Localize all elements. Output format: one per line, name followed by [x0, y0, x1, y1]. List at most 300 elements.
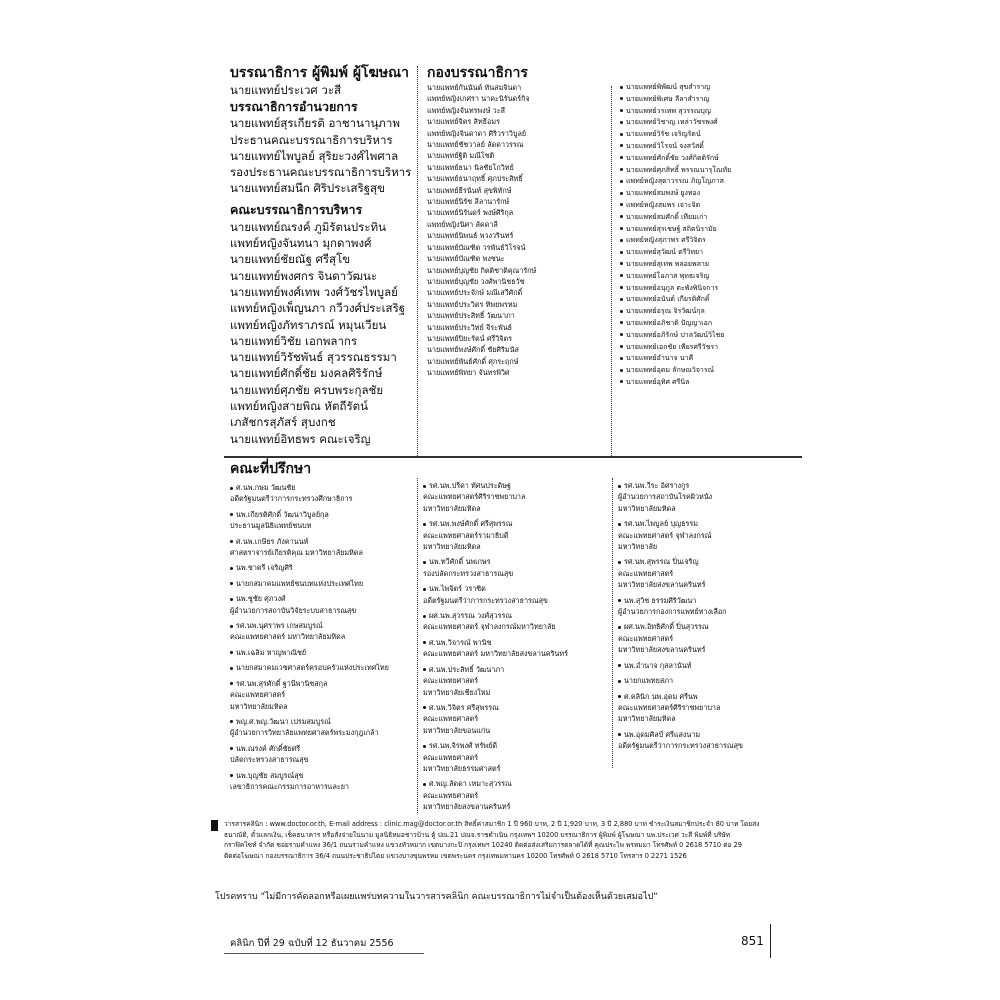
editorial-board-member	[620, 342, 800, 354]
editorial-board-member	[620, 165, 800, 177]
bullet-icon	[230, 487, 233, 490]
advisor-line-text: มหาวิทยาลัยเชียงใหม่	[423, 687, 491, 697]
advisor-line-text: ผศ.นพ.สุวรรณ วงศ์สุวรรณ	[429, 611, 513, 621]
advisor-line-text: นพ.ชาตรี เจริญศิริ	[236, 563, 293, 573]
column-divider-4	[612, 478, 613, 768]
advisor-line	[423, 675, 613, 686]
editorial-board-member-text: นายแพทย์ศักดิ์ชัย วงศ์กิตติรักษ์	[626, 153, 719, 162]
bullet-icon	[230, 625, 233, 628]
editorial-board-member: นายแพทย์พงษ์ศักดิ์ ชัยศิริมนัส	[427, 345, 519, 355]
advisor-line	[423, 621, 613, 632]
advisor-line	[230, 520, 420, 531]
footer-line: ธนาณัติ, ตั๋วแลกเงิน, เช็คธนาคาร หรือสั่งจ่ายในนาม มูลนิธิหมอชาวบ้าน ตู้ ปณ.21 ปณจ.ราชดำเนิน กรุงเทพฯ 10200 บรรณาธิการ ผู้พิมพ์ ผู้โฆษณา นพ.ประเวศ วะสี พิมพ์ที่ บริษัท	[224, 830, 731, 839]
bullet-icon	[230, 582, 233, 585]
advisor-line-text: มหาวิทยาลัยสงขลานครินทร์	[618, 645, 706, 655]
column-divider-3	[417, 478, 418, 813]
bullet-icon	[618, 561, 621, 564]
advisor-line-text: พญ.ศ.พญ.วัฒนา เปรมสมบูรณ์	[236, 716, 331, 726]
advisor-line	[423, 491, 613, 502]
bullet-icon	[620, 215, 623, 218]
editorial-board-member: นายแพทย์ประสิทธิ์ วัฒนาภา	[427, 311, 515, 321]
advisor-line	[423, 568, 613, 579]
exec-editor-line: นายแพทย์ไพบูลย์ สุริยะวงศ์ไพศาล	[230, 148, 399, 163]
editorial-board-member-text: นายแพทย์สุวัฒน์ ตรีวิทยา	[626, 248, 704, 257]
advisor-line	[618, 568, 803, 579]
editorial-board-member-text: นายแพทย์อุทิศ ศรีนิล	[626, 377, 690, 386]
advisor-line	[423, 763, 613, 774]
bullet-icon	[620, 192, 623, 195]
advisor-line-text: รศ.นพ.วีระ อิศรางกูร	[624, 481, 690, 490]
bullet-icon	[423, 561, 426, 564]
bullet-icon	[620, 369, 623, 372]
footer-marker	[211, 820, 218, 831]
advisors-title: คณะที่ปรึกษา	[230, 461, 312, 477]
footer-line: วารสารคลินิก : www.doctor.or.th, E-mail address : clinic.mag@doctor.or.th สิทธิ์ค่าสมาชิก 1 ปี 960 บาท, 2 ปี 1,920 บาท, 3 ปี 2,880 บาท ชำระเงินสมาชิกประจำ 80 บาท โดยส่ง	[224, 820, 760, 828]
advisor-line	[230, 754, 420, 765]
admin-board-members	[230, 219, 420, 447]
editorial-board-member	[620, 82, 800, 94]
advisor-line-text: รศ.นพ.ไพบูลย์ บุญธรรม	[624, 519, 698, 529]
advisor-line-text: ศ.นพ.เกษียร ภังคานนท์	[236, 536, 309, 546]
editorial-board-member-text: นายแพทย์สมศักดิ์ เทียมเก่า	[626, 212, 708, 221]
bullet-icon	[618, 599, 621, 602]
editor-name: นายแพทย์ประเวศ วะสี	[230, 83, 342, 97]
advisor-line-text: นพ.อำนาจ กุสลานันท์	[624, 660, 692, 670]
editorial-board-member: แพทย์หญิงจันทรพงษ์ วะสี	[427, 105, 505, 115]
advisor-line-text: นพ.ณรงค์ ศักดิ์ชัยศรี	[236, 743, 301, 753]
advisor-line	[230, 647, 420, 658]
advisor-line	[230, 689, 420, 700]
advisor-line	[423, 740, 613, 751]
advisor-line-text: นพ.สุวิช ธรรมศิริวัฒนา	[624, 595, 697, 605]
editorial-board-col2	[620, 82, 800, 389]
advisor-line	[230, 701, 420, 712]
advisor-line-text: นพ.ชูชัย ศุภวงศ์	[236, 594, 286, 604]
bullet-icon	[620, 180, 623, 183]
advisor-line	[423, 595, 613, 606]
editorial-board-member: นายแพทย์นิรันดร์ พงษ์ศิริกุล	[427, 208, 514, 218]
advisors-col2-block	[423, 480, 613, 813]
editorial-board-member	[620, 353, 800, 365]
advisor-line-text: มหาวิทยาลัยสงขลานครินทร์	[618, 580, 706, 590]
issue-underline	[224, 953, 424, 954]
advisors-col2	[423, 480, 613, 813]
bullet-icon	[230, 598, 233, 601]
editorial-board-member: นายแพทย์พันธ์ศักดิ์ ศุกระฤกษ์	[427, 356, 519, 366]
advisor-line-text: ศ.นพ.วิจิตร ศรีสุพรรณ	[429, 702, 499, 712]
advisor-line	[423, 790, 613, 801]
editorial-board-member-text: แพทย์หญิงสุดาวรรณ ภิญโญภาส	[626, 177, 724, 186]
advisors-block	[230, 460, 420, 792]
advisor-line-text: นพ.เฉลิม หาญพาณิชย์	[236, 647, 307, 657]
advisor-line-text: นพ.อุดมศิลป์ ศรีแสงนาม	[624, 729, 701, 739]
advisor-line	[230, 562, 420, 573]
advisor-line	[230, 620, 420, 631]
bullet-icon	[618, 664, 621, 667]
advisor-line-text: รศ.นพ.สุพรรณ ปิ่นเจริญ	[624, 557, 699, 567]
advisor-line	[423, 702, 613, 713]
advisor-line-text: มหาวิทยาลัยขอนแก่น	[423, 725, 491, 735]
bullet-icon	[230, 651, 233, 654]
editorial-board-member	[620, 318, 800, 330]
bullet-icon	[230, 774, 233, 777]
advisor-line-text: คณะแพทยศาสตร์	[618, 568, 674, 578]
advisor-line	[618, 503, 803, 514]
editorial-board-member-text: นายแพทย์อุดม ลักษณวิจารณ์	[626, 366, 715, 375]
advisor-line	[230, 716, 420, 727]
editor-title: บรรณาธิการ ผู้พิมพ์ ผู้โฆษณา	[230, 65, 410, 81]
advisor-line	[618, 621, 803, 632]
advisor-line	[618, 530, 803, 541]
advisor-line-text: คณะแพทยศาสตร์ศิริราชพยาบาล	[423, 492, 526, 502]
editorial-board-member: นายแพทย์บุญชัย กิตติชาติคุณารักษ์	[427, 265, 537, 275]
bullet-icon	[620, 310, 623, 313]
bullet-icon	[620, 203, 623, 206]
advisor-line-text: รองปลัดกระทรวงสาธารณสุข	[423, 568, 514, 578]
editorial-board-member-text: นายแพทย์วรเทพ สุวรรณบุญ	[626, 106, 711, 115]
advisor-line	[230, 770, 420, 781]
bullet-icon	[423, 783, 426, 786]
advisor-line-text: ปลัดกระทรวงสาธารณสุข	[230, 755, 309, 765]
bullet-icon	[620, 121, 623, 124]
bullet-icon	[423, 668, 426, 671]
advisors-col3-block	[618, 480, 803, 752]
advisor-line	[618, 644, 803, 655]
advisor-line-text: รศ.นพ.พงษ์ศักดิ์ ศรีสุพรรณ	[429, 519, 513, 529]
editorial-board-member-text: นายแพทย์พิเศษ ลีลาสำราญ	[626, 94, 710, 103]
advisor-line-text: นายกแพทยสภา	[624, 676, 673, 686]
bullet-icon	[620, 333, 623, 336]
editorial-board-member-text: นายแพทย์วิโรจน์ จงสวัสดิ์	[626, 141, 704, 150]
editorial-board-member: นายแพทย์ธนาฤทธิ์ ศุภประสิทธิ์	[427, 174, 523, 184]
admin-board-member: เภสัชกรสุภัสร์ สุบงกช	[230, 415, 336, 430]
bullet-icon	[230, 540, 233, 543]
bullet-icon	[423, 523, 426, 526]
advisor-line	[230, 781, 420, 792]
editorial-board-member	[620, 235, 800, 247]
editorial-board-title: กองบรรณาธิการ	[427, 65, 528, 81]
admin-board-member: แพทย์หญิงสายพิณ หัตถีรัตน์	[230, 399, 368, 414]
editorial-board-member-text: นายแพทย์สุเทพ พลอยพลาย	[626, 259, 709, 268]
advisor-line-text: รศ.นพ.จิรพงศ์ ทรัพย์ดี	[429, 741, 498, 751]
advisor-line-text: รศ.นพ.สุรศักดิ์ ฐานีพานิชสกุล	[236, 678, 328, 688]
editorial-board-member	[620, 106, 800, 118]
advisor-line-text: มหาวิทยาลัยธรรมศาสตร์	[423, 763, 501, 773]
editorial-board-member: นายแพทย์นิพนธ์ พวงวรินทร์	[427, 231, 514, 241]
editorial-board-member: แพทย์หญิงจินดาดา ศิริวราวิบูลย์	[427, 128, 527, 138]
bullet-icon	[618, 485, 621, 488]
advisor-line	[423, 801, 613, 812]
bullet-icon	[620, 262, 623, 265]
bullet-icon	[230, 567, 233, 570]
advisor-line-text: ศ.นพ.กษม วัฒนชัย	[236, 483, 296, 492]
advisor-line	[230, 493, 420, 504]
advisor-line-text: คณะแพทยศาสตร์ มหาวิทยาลัยสงขลานครินทร์	[423, 649, 568, 659]
advisor-line	[423, 752, 613, 763]
editorial-board-member	[620, 283, 800, 295]
exec-editor-lines	[230, 115, 420, 196]
editorial-board-member-text: นายแพทย์โอภาส พุทธเจริญ	[626, 271, 710, 280]
footer-block	[224, 819, 804, 861]
editorial-board-col1	[427, 82, 612, 379]
bullet-icon	[618, 695, 621, 698]
advisor-line-text: มหาวิทยาลัยมหิดล	[618, 714, 676, 724]
admin-board-member: นายแพทย์พงศ์เทพ วงศ์วัชรไพบูลย์	[230, 284, 398, 299]
advisor-line-text: คณะแพทยศาสตร์ศิริราชพยาบาล	[618, 702, 721, 712]
bullet-icon	[620, 133, 623, 136]
exec-editor-line: ประธานคณะบรรณาธิการบริหาร	[230, 132, 393, 147]
advisor-line-text: ผู้อำนวยการวิทยาลัยแพทยศาสตร์พระมงกุฎเกล้า	[230, 728, 379, 738]
advisor-line	[423, 648, 613, 659]
bullet-icon	[423, 485, 426, 488]
advisor-line-text: นายกสมาคมเวชศาสตร์ครอบครัวแห่งประเทศไทย	[236, 663, 389, 673]
advisor-line	[230, 743, 420, 754]
editorial-board-member-text: นายแพทย์เอกชัย เพียรศรีวัชรา	[626, 342, 719, 351]
bullet-icon	[620, 168, 623, 171]
editorial-board-member	[620, 141, 800, 153]
footer-note: โปรดทราบ "ไม่มีการคัดลอกหรือเผยแพร่บทความในวารสารคลินิก คณะบรรณาธิการไม่จำเป็นต้องเห็นด้วยเสมอไป"	[215, 892, 658, 902]
advisor-line-text: ผู้อำนวยการสถาบันวิจัยระบบสาธารณสุข	[230, 605, 357, 615]
editorial-board-member	[620, 247, 800, 259]
editorial-board-member: นายแพทย์บุญชัย วงศ์พานิชธวัช	[427, 276, 525, 286]
advisor-line	[618, 491, 803, 502]
advisor-line-text: คณะแพทยศาสตร์	[618, 633, 674, 643]
admin-board-member: นายแพทย์วิรัชพันธ์ สุวรรณธรรมา	[230, 350, 397, 365]
advisors-col1	[230, 482, 420, 792]
bullet-icon	[620, 109, 623, 112]
editorial-board-member: นายแพทย์ธนา นิลชัยโกวิทย์	[427, 162, 514, 172]
bullet-icon	[230, 667, 233, 670]
admin-board-member: แพทย์หญิงเพ็ญนภา กวีวงศ์ประเสริฐ	[230, 301, 406, 316]
bullet-icon	[620, 239, 623, 242]
editorial-board-col2-block	[620, 82, 800, 389]
bullet-icon	[620, 97, 623, 100]
editorial-board-member: นายแพทย์บัณฑิต วรพันธ์วิโรจน์	[427, 242, 526, 252]
footer-line: กราฟิคไซท์ จำกัด ซอยรามคำแหง 36/1 ถนนรามคำแหง แขวงหัวหมาก เขตบางกะปิ กรุงเทพฯ 10240 ติดต่อส่งเสริมการตลาดได้ที่ คุณประไพ พรหมมา โทรศัพท์ 0 2618 5710 ต่อ 29	[224, 841, 742, 850]
admin-board-member: นายแพทย์ณรงค์ ภูมิรัตนประทิน	[230, 219, 386, 234]
advisor-line	[618, 480, 803, 491]
advisor-line	[618, 691, 803, 702]
advisor-line-text: ศ.นพ.วิจารณ์ พานิช	[429, 637, 492, 647]
advisor-line-text: คณะแพทยศาสตร์รามาธิบดี	[423, 530, 509, 540]
advisor-line	[423, 518, 613, 529]
bullet-icon	[620, 251, 623, 254]
editorial-board-member-text: นายแพทย์อนุกูล ตะพังพินิจการ	[626, 283, 719, 292]
advisor-line-text: อดีตรัฐมนตรีว่าการกระทรวงสาธารณสุข	[618, 741, 743, 751]
bullet-icon	[230, 682, 233, 685]
editorial-board-block	[427, 64, 612, 379]
bullet-icon	[620, 227, 623, 230]
advisor-line-text: นพ.ไพจิตร์ วราชิต	[429, 584, 486, 594]
advisor-line-text: เลขาธิการคณะกรรมการอาหารและยา	[230, 781, 349, 791]
editorial-board-member-text: นายแพทย์สมพงษ์ ยูงทอง	[626, 189, 701, 198]
editorial-board-member	[620, 94, 800, 106]
editorial-board-member: นายแพทย์ฐิติ มณีโชติ	[427, 151, 495, 161]
editorial-board-member	[620, 365, 800, 377]
admin-board-member: แพทย์หญิงภัทราภรณ์ หมุนเวียน	[230, 317, 387, 332]
advisor-line	[230, 509, 420, 520]
advisor-line-text: ผู้อำนวยการกองการแพทย์ทางเลือก	[618, 607, 727, 617]
advisor-line-text: มหาวิทยาลัยมหิดล	[423, 503, 481, 513]
editorial-board-member: นายแพทย์ธีรนันท์ สุขพิทักษ์	[427, 185, 512, 195]
bullet-icon	[620, 298, 623, 301]
bullet-icon	[620, 345, 623, 348]
editorial-board-member-text: นายแพทย์พิพัฒน์ สุขสำราญ	[626, 83, 711, 91]
advisor-line-text: คณะแพทยศาสตร์	[423, 676, 479, 686]
advisor-line	[618, 556, 803, 567]
column-divider-1	[417, 66, 418, 458]
advisor-line-text: มหาวิทยาลัยมหิดล	[618, 503, 676, 513]
advisor-line-text: ประธานมูลนิธิแพทย์ชนบท	[230, 521, 312, 531]
bullet-icon	[618, 733, 621, 736]
bullet-icon	[620, 286, 623, 289]
advisor-line	[423, 583, 613, 594]
editorial-board-member	[620, 294, 800, 306]
editorial-board-member	[620, 188, 800, 200]
bullet-icon	[620, 144, 623, 147]
advisor-line-text: คณะแพทยศาสตร์ จุฬาลงกรณ์	[618, 530, 712, 540]
page-number: 851	[741, 934, 764, 948]
editorial-board-member	[620, 224, 800, 236]
admin-board-member: นายแพทย์ศุภชัย ครบพระกุลชัย	[230, 382, 384, 397]
advisor-line	[423, 687, 613, 698]
advisor-line	[423, 637, 613, 648]
exec-editor-line: รองประธานคณะบรรณาธิการบริหาร	[230, 165, 412, 180]
editorial-board-member-text: นายแพทย์อภิรักษ์ ปาลวัฒน์วิไชย	[626, 330, 725, 339]
editorial-board-member-text: แพทย์หญิงสุภาพร ศรีวิจิตร	[626, 236, 706, 245]
editor-block	[230, 64, 420, 447]
bullet-icon	[618, 523, 621, 526]
editorial-board-member-text: นายแพทย์อนันต์ เกียรติศักดิ์	[626, 295, 710, 304]
advisor-line-text: คณะแพทยศาสตร์ จุฬาลงกรณ์มหาวิทยาลัย	[423, 622, 556, 632]
editorial-board-member	[620, 129, 800, 141]
exec-editor-title: บรรณาธิการอำนวยการ	[230, 99, 358, 115]
advisor-line-text: นพ.บุญชัย สมบูรณ์สุข	[236, 770, 304, 780]
advisor-line-text: อดีตรัฐมนตรีว่าการกระทรวงสาธารณสุข	[423, 595, 548, 605]
advisor-line-text: ศ.คลินิก นพ.อุดม ศรีนพ	[624, 691, 698, 701]
advisor-line-text: รศ.นพ.นุศราพร เกษสมบูรณ์	[236, 621, 323, 631]
advisor-line-text: นายกสมาคมแพทย์ชนบทแห่งประเทศไทย	[236, 578, 364, 588]
advisor-line-text: ผศ.นพ.อิทธิศักดิ์ ปิ่นสุวรรณ	[624, 622, 709, 632]
advisor-line-text: รศ.นพ.ปรีดา ทัศนประดิษฐ	[429, 481, 511, 490]
bullet-icon	[620, 380, 623, 383]
advisor-line	[423, 725, 613, 736]
advisor-line-text: คณะแพทยศาสตร์	[230, 690, 286, 700]
advisor-line	[618, 675, 803, 686]
editorial-board-member: นายแพทย์พิทยา จันทรพิวิศ	[427, 368, 510, 378]
advisor-line-text: อดีตรัฐมนตรีว่าการกระทรวงศึกษาธิการ	[230, 494, 353, 504]
advisor-line	[423, 664, 613, 675]
bullet-icon	[423, 615, 426, 618]
editorial-board-member	[620, 306, 800, 318]
bullet-icon	[618, 680, 621, 683]
advisor-line	[423, 541, 613, 552]
editorial-board-member: นายแพทย์ประจักษ์ มณีเสวีศักดิ์	[427, 288, 523, 298]
editorial-board-member: นายแพทย์บัณฑิต พงชนะ	[427, 254, 505, 264]
advisor-line-text: มหาวิทยาลัยมหิดล	[423, 542, 481, 552]
advisor-line	[618, 702, 803, 713]
editorial-board-member-text: นายแพทย์อภิชาติ ปัญญาเอก	[626, 318, 713, 327]
advisor-line	[230, 547, 420, 558]
advisor-line	[423, 503, 613, 514]
section-rule	[224, 456, 802, 458]
bullet-icon	[423, 641, 426, 644]
advisor-line-text: ศ.นพ.ประสิทธิ์ วัฒนาภา	[429, 664, 505, 674]
issue-info: คลินิก ปีที่ 29 ฉบับที่ 12 ธันวาคม 2556	[230, 938, 394, 949]
advisor-line	[230, 593, 420, 604]
advisor-line-text: คณะแพทยศาสตร์	[423, 714, 479, 724]
editorial-board-member	[620, 271, 800, 283]
advisor-line	[618, 579, 803, 590]
advisor-line	[230, 662, 420, 673]
column-divider-2	[611, 86, 612, 458]
advisor-line	[230, 605, 420, 616]
advisor-line	[618, 606, 803, 617]
advisor-line	[230, 482, 420, 493]
editorial-board-member-text: นายแพทย์อำนาจ นาคี	[626, 354, 694, 363]
bullet-icon	[230, 720, 233, 723]
editorial-board-member-text: นายแพทย์อรุณ จิรวัฒน์กุล	[626, 307, 705, 316]
bullet-icon	[618, 626, 621, 629]
advisor-line	[423, 778, 613, 789]
bullet-icon	[230, 513, 233, 516]
bullet-icon	[423, 706, 426, 709]
advisor-line	[618, 518, 803, 529]
advisor-line-text: ศ.พญ.ลัดดา เหมาะสุวรรณ	[429, 779, 512, 789]
advisor-line	[618, 541, 803, 552]
bullet-icon	[423, 588, 426, 591]
editorial-board-member	[620, 212, 800, 224]
admin-board-member: นายแพทย์ศักดิ์ชัย มงคลศิริรักษ์	[230, 366, 383, 381]
admin-board-title: คณะบรรณาธิการบริหาร	[230, 201, 363, 217]
bullet-icon	[620, 156, 623, 159]
bullet-icon	[620, 357, 623, 360]
advisor-line	[618, 713, 803, 724]
bullet-icon	[620, 86, 623, 89]
advisor-line	[423, 480, 613, 491]
bullet-icon	[423, 745, 426, 748]
advisor-line-text: ศาสตราจารย์เกียรติคุณ มหาวิทยาลัยมหิดล	[230, 548, 363, 558]
editorial-board-member	[620, 176, 800, 188]
editorial-board-member-text: แพทย์หญิงสมพร เจาะจิต	[626, 200, 701, 209]
advisor-line	[618, 595, 803, 606]
advisor-line	[230, 727, 420, 738]
editorial-board-member-text: นายแพทย์วิชาญ เหล่าวัชรพงศ์	[626, 118, 718, 127]
editorial-board-member	[620, 259, 800, 271]
bullet-icon	[620, 274, 623, 277]
editorial-board-member: นายแพทย์ชัชวาลย์ ลัดดาวรรณ	[427, 140, 524, 150]
advisor-line	[423, 713, 613, 724]
footer-text	[224, 819, 804, 861]
editorial-board-member	[620, 117, 800, 129]
advisors-col3	[618, 480, 803, 752]
advisor-line	[230, 631, 420, 642]
exec-editor-line: นายแพทย์สมนึก ศิริประเสริฐสุข	[230, 181, 385, 196]
editorial-board-member: แพทย์หญิงนิศา ลัคดาลี	[427, 219, 498, 229]
editorial-board-member	[620, 153, 800, 165]
advisor-line	[423, 556, 613, 567]
editorial-board-member: แพทย์หญิงเกศรา นาคะนิรันดร์กิจ	[427, 94, 530, 104]
editorial-board-member	[620, 200, 800, 212]
advisor-line-text: ผู้อำนวยการสถาบันโรคผิวหนัง	[618, 492, 713, 502]
advisor-line-text: คณะแพทยศาสตร์ มหาวิทยาลัยมหิดล	[230, 632, 346, 642]
bullet-icon	[230, 747, 233, 750]
bullet-icon	[620, 321, 623, 324]
admin-board-member: นายแพทย์วิชัย เอกพลากร	[230, 333, 358, 348]
advisor-line-text: มหาวิทยาลัยมหิดล	[230, 701, 288, 711]
advisor-line-text: มหาวิทยาลัยสงขลานครินทร์	[423, 802, 511, 812]
admin-board-member: นายแพทย์พงศกร จินดาวัฒนะ	[230, 268, 378, 283]
